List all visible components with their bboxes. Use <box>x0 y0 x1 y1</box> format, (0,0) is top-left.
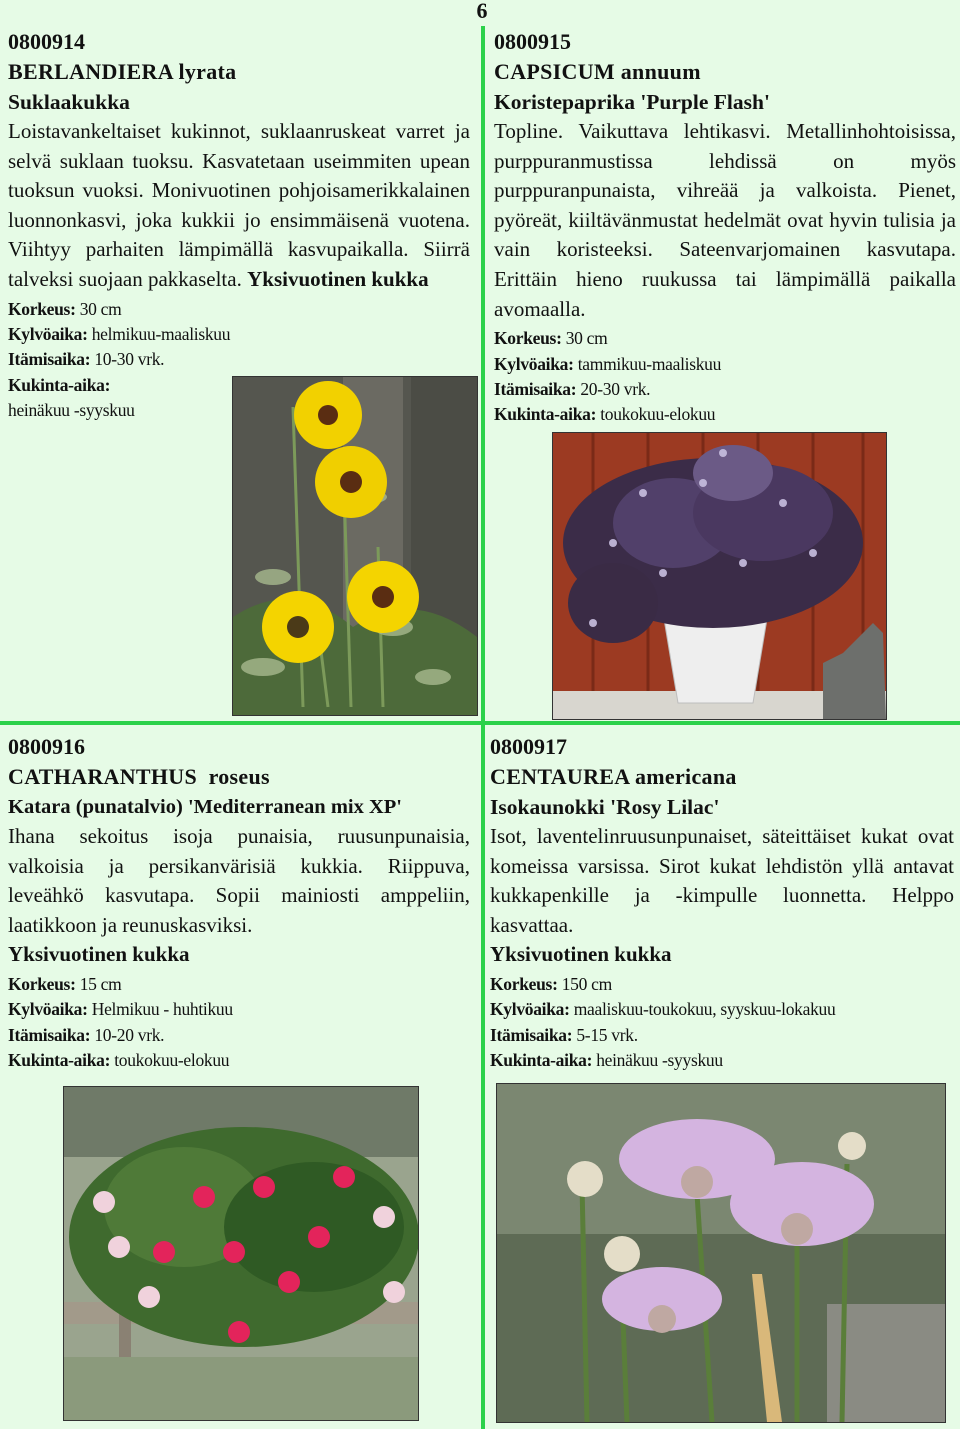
latin-name: BERLANDIERA lyrata <box>8 59 237 84</box>
description: Loistavankeltaiset kukinnot, suklaanruskeat varret ja selvä suklaan tuoksu. Kasvatetaan useimmiten upean tuoksun vuoksi. Monivuotinen pohjoisamerikkalainen luonnonkasvi, joka kukkii jo ensimmäisenä vuotena. Viihtyy parhaiten lämpimällä kasvupaikalla. Siirrä talveksi suojaan pakkaselta. Yksivuotinen kukka <box>8 119 470 291</box>
common-name: Isokaunokki 'Rosy Lilac' <box>490 795 720 819</box>
product-code: 0800917 <box>490 734 567 759</box>
description: Ihana sekoitus isoja punaisia, ruusunpunaisia, valkoisia ja persikanvärisiä kukkia. Riippuva, leveähkö kasvutapa. Sopii mainiosti amppeliin, laatikkoon ja reunuskasviksi. <box>8 824 470 937</box>
product-code: 0800914 <box>8 29 85 54</box>
sowing-spec: Kylvöaika: maaliskuu-toukokuu, syyskuu-lokakuu <box>490 999 836 1020</box>
common-name: Koristepaprika 'Purple Flash' <box>494 90 770 114</box>
product-entry-capsicum <box>494 27 956 428</box>
lifecycle: Yksivuotinen kukka <box>490 942 672 967</box>
bloom-spec: Kukinta-aika: toukokuu-elokuu <box>494 404 716 425</box>
lifecycle: Yksivuotinen kukka <box>8 942 190 967</box>
lifecycle: Yksivuotinen kukka <box>247 266 429 291</box>
germination-spec: Itämisaika: 10-30 vrk. <box>8 349 165 370</box>
description: Topline. Vaikuttava lehtikasvi. Metallinhohtoisissa, purppuranmustissa lehdissä on myös purppuranpunaista, vihreää ja valkoista. Pienet, pyöreät, kiiltävänmustat hedelmät ovat hyvin tulisia ja vain koristeeksi. Sateenvarjomainen kasvutapa. Erittäin hieno ruukussa tai lämpimällä paikalla avomaalla. <box>494 119 956 321</box>
sowing-spec: Kylvöaika: tammikuu-maaliskuu <box>494 353 722 374</box>
height-spec: Korkeus: 15 cm <box>8 973 122 994</box>
sowing-spec: Kylvöaika: Helmikuu - huhtikuu <box>8 999 233 1020</box>
latin-name: CATHARANTHUS roseus <box>8 764 270 789</box>
vertical-divider <box>481 26 485 1429</box>
germination-spec: Itämisaika: 10-20 vrk. <box>8 1024 165 1045</box>
page-number: 6 <box>476 0 488 23</box>
product-code: 0800916 <box>8 734 85 759</box>
latin-name: CAPSICUM annuum <box>494 59 701 84</box>
height-spec: Korkeus: 150 cm <box>490 973 612 994</box>
product-entry-centaurea <box>490 732 954 1074</box>
germination-spec: Itämisaika: 5-15 vrk. <box>490 1024 638 1045</box>
horizontal-divider <box>0 721 960 725</box>
catharanthus-photo <box>63 1086 419 1421</box>
capsicum-photo <box>552 432 887 720</box>
bloom-spec: Kukinta-aika: heinäkuu -syyskuu <box>490 1050 723 1071</box>
bloom-spec: Kukinta-aika: toukokuu-elokuu <box>8 1050 230 1071</box>
bloom-spec-value: heinäkuu -syyskuu <box>8 400 135 421</box>
sowing-spec: Kylvöaika: helmikuu-maaliskuu <box>8 323 231 344</box>
berlandiera-photo <box>232 376 478 716</box>
bloom-spec-label: Kukinta-aika: <box>8 374 111 395</box>
germination-spec: Itämisaika: 20-30 vrk. <box>494 378 651 399</box>
product-entry-catharanthus <box>8 732 470 1074</box>
description: Isot, laventelinruusunpunaiset, säteittäiset kukat ovat komeissa varsissa. Sirot kukat lehdistön yllä antavat kukkapenkille ja -kimpulle luonnetta. Helppo kasvattaa. <box>490 824 954 937</box>
height-spec: Korkeus: 30 cm <box>494 328 608 349</box>
common-name: Katara (punatalvio) 'Mediterranean mix XP' <box>8 796 403 818</box>
product-code: 0800915 <box>494 29 571 54</box>
common-name: Suklaakukka <box>8 90 130 114</box>
latin-name: CENTAUREA americana <box>490 764 737 789</box>
centaurea-photo <box>496 1083 946 1423</box>
product-entry-berlandiera <box>8 27 470 424</box>
height-spec: Korkeus: 30 cm <box>8 298 122 319</box>
